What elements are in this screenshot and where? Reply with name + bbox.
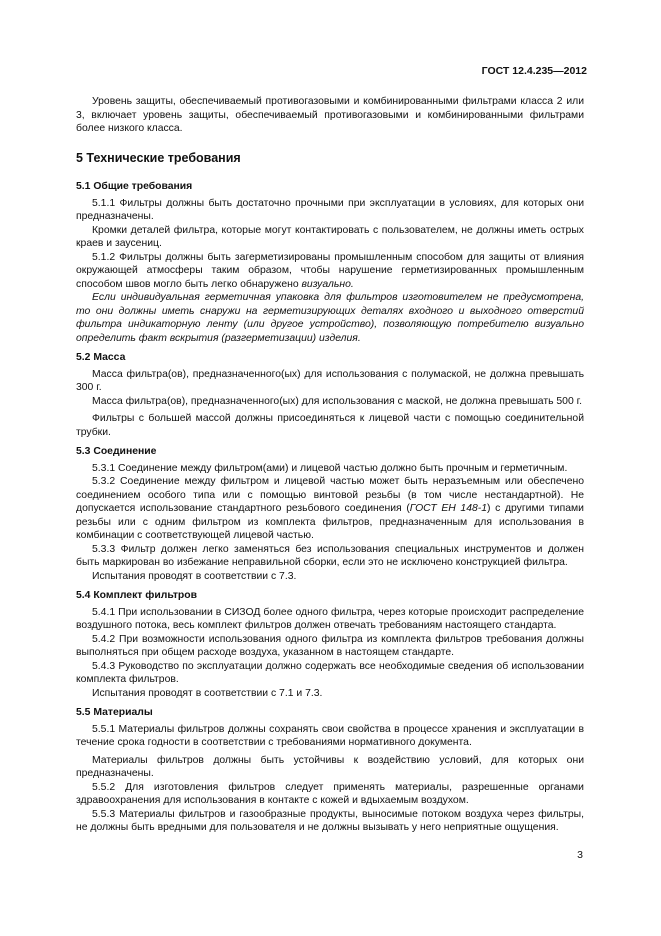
paragraph: 5.3.3 Фильтр должен легко заменяться без использования специальных инструментов и должен быть маркирован во избежание неправильной сборки, если это не исключено конструкцией фильтра. bbox=[76, 543, 584, 568]
paragraph: 5.5.1 Материалы фильтров должны сохранять свои свойства в процессе хранения и эксплуатации в течение срока годности в соответствии с требованиями нормативного документа. bbox=[76, 723, 584, 748]
intro-block bbox=[76, 95, 584, 136]
paragraph-text: 5.1.2 Фильтры должны быть загерметизированы промышленным способом для защиты от влияния окружающей атмосферы таким образом, чтобы нарушение герметизированных промышленным способом швов могло быть легко обнаружено bbox=[76, 251, 584, 290]
page-number: 3 bbox=[577, 849, 583, 861]
paragraph-italic-text: визуально. bbox=[301, 278, 354, 290]
subsection-title-5-1: 5.1 Общие требования bbox=[76, 181, 193, 192]
subsection-title-5-5: 5.5 Материалы bbox=[76, 707, 153, 718]
paragraph: 5.4.2 При возможности использования одного фильтра из комплекта фильтров требования должны выполняться при общем расходе воздуха, указанном в настоящем стандарте. bbox=[76, 633, 584, 658]
paragraph: 5.1.1 Фильтры должны быть достаточно прочными при эксплуатации в условиях, для которых они предназначены. bbox=[76, 197, 584, 222]
document-code: ГОСТ 12.4.235—2012 bbox=[481, 65, 587, 77]
paragraph: 5.5.2 Для изготовления фильтров следует применять материалы, разрешенные органами здравоохранения для использования в контакте с кожей и вдыхаемым воздухом. bbox=[76, 781, 584, 806]
subsection-title-5-3: 5.3 Соединение bbox=[76, 446, 157, 457]
standard-reference: ГОСТ ЕН 148-1 bbox=[409, 503, 487, 514]
intro-paragraph: Уровень защиты, обеспечиваемый противогазовыми и комбинированными фильтрами класса 2 или 3, включает уровень защиты, обеспечиваемый противогазовыми и комбинированными фильтрами более низкого класса. bbox=[76, 96, 584, 134]
paragraph: 5.3.1 Соединение между фильтром(ами) и лицевой частью должно быть прочным и герметичным. bbox=[92, 462, 568, 474]
paragraph: 5.5.3 Материалы фильтров и газообразные продукты, выносимые потоком воздуха через фильтры, не должны быть вредными для пользователя и не должны вызывать у него неприятные ощущения. bbox=[76, 808, 584, 833]
paragraph: 5.4.3 Руководство по эксплуатации должно содержать все необходимые сведения об использовании комплекта фильтров. bbox=[76, 660, 584, 685]
paragraph: Масса фильтра(ов), предназначенного(ых) для использования с маской, не должна превышать 500 г. bbox=[92, 395, 583, 407]
subsection-title-5-4: 5.4 Комплект фильтров bbox=[76, 590, 197, 601]
page-body bbox=[76, 95, 584, 835]
paragraph: Испытания проводят в соответствии с 7.3. bbox=[92, 570, 297, 582]
paragraph: 5.4.1 При использовании в СИЗОД более одного фильтра, через которые происходит распределение воздушного потока, весь комплект фильтров должен отвечать требованиям настоящего стандарта. bbox=[76, 606, 584, 631]
paragraph bbox=[76, 251, 584, 292]
paragraph bbox=[76, 475, 584, 543]
paragraph: Фильтры с большей массой должны присоединяться к лицевой части с помощью соединительной трубки. bbox=[76, 413, 584, 438]
subsection-title-5-2: 5.2 Масса bbox=[76, 352, 126, 363]
paragraph-text: ) с другими типами резьбы или с одним фильтром из комплекта фильтров, предназначенным для использования в комбинации с соответствующей лицевой частью. bbox=[76, 503, 584, 541]
italic-paragraph: Если индивидуальная герметичная упаковка для фильтров изготовителем не предусмотрена, то они должны иметь снаружи на герметизирующих деталях входного и выходного отверстий фильтра индикаторную ленту (или другое устройство), позволяющую потребителю визуально определить факт вскрытия (разгерметизации) изделия. bbox=[76, 292, 584, 344]
section-title: 5 Технические требования bbox=[76, 150, 241, 165]
paragraph: Испытания проводят в соответствии с 7.1 и 7.3. bbox=[92, 687, 323, 699]
paragraph: Кромки деталей фильтра, которые могут контактировать с пользователем, не должны иметь острых краев и заусениц. bbox=[76, 224, 584, 249]
paragraph: Масса фильтра(ов), предназначенного(ых) для использования с полумаской, не должна превышать 300 г. bbox=[76, 368, 584, 393]
paragraph-text: 5.3.2 Соединение между фильтром и лицевой частью может быть неразъемным или обеспечено соединением особого типа или с помощью винтовой резьбы (в том числе нестандартной). Не допускается использование стандартного резьбового соединения ( bbox=[76, 476, 584, 514]
paragraph: Материалы фильтров должны быть устойчивы к воздействию условий, для которых они предназначены. bbox=[76, 754, 584, 779]
